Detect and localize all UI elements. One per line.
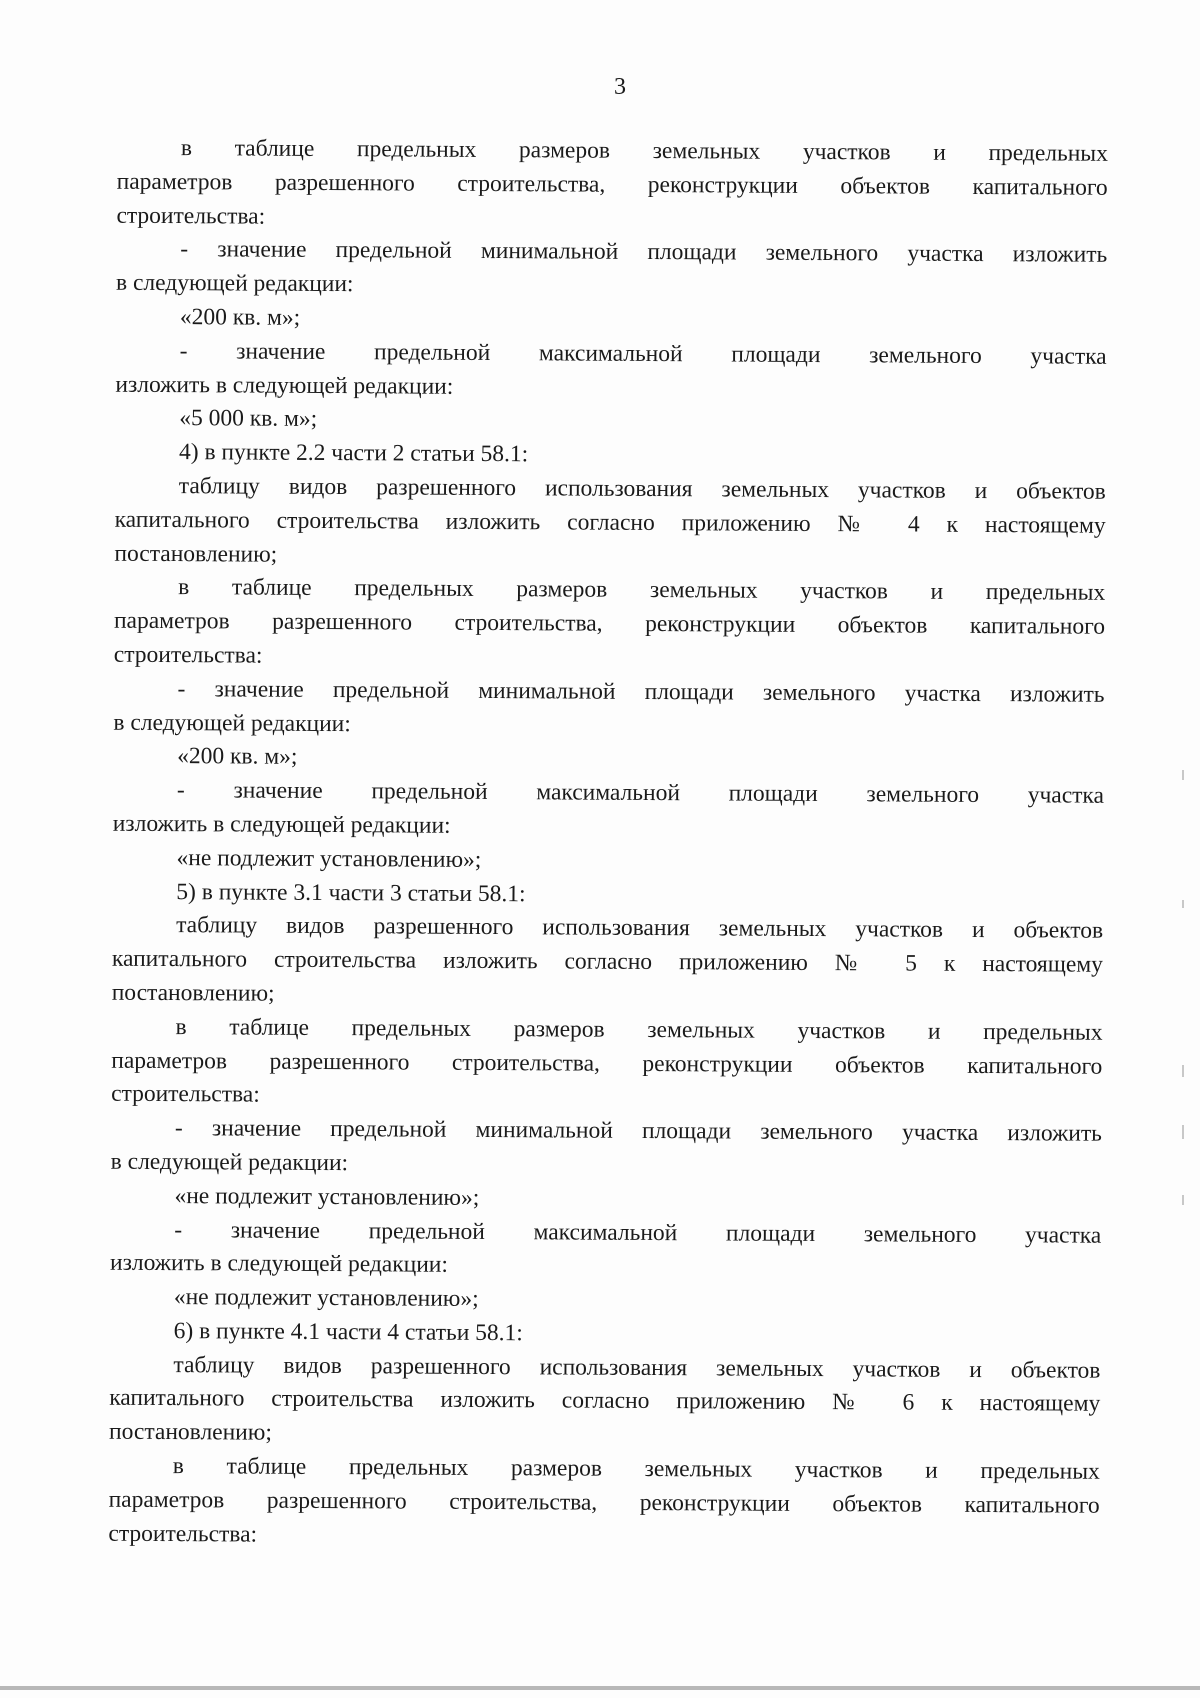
text-line: «не подлежит установлению»; — [174, 1182, 480, 1211]
text-line: капитального строительства изложить согласно приложению № 4 к настоящему — [114, 506, 1106, 539]
text-line: капитального строительства изложить согласно приложению № 5 к настоящему — [111, 945, 1104, 978]
text-line: 5) в пункте 3.1 части 3 статьи 58.1: — [176, 878, 526, 907]
text-line: - значение предельной минимальной площади земельного участка изложить — [174, 1115, 1102, 1147]
text-line: изложить в следующей редакции: — [110, 1249, 449, 1279]
text-line: в таблице предельных размеров земельных участков и предельных — [172, 1453, 1100, 1485]
text-line: постановлению; — [111, 979, 275, 1007]
text-line: изложить в следующей редакции: — [115, 371, 454, 400]
text-line: в следующей редакции: — [115, 269, 354, 298]
text-line: «5 000 кв. м»; — [179, 405, 318, 433]
text-line: «не подлежит установлению»; — [173, 1284, 479, 1313]
text-line: параметров разрешенного строительства, реконструкции объектов капитального — [113, 607, 1106, 640]
text-line: в следующей редакции: — [113, 709, 351, 737]
text-line: «не подлежит установлению»; — [176, 844, 482, 873]
text-line: строительства: — [108, 1520, 258, 1548]
text-line: - значение предельной максимальной площади земельного участка — [174, 1216, 1102, 1249]
text-line: «200 кв. м»; — [179, 304, 301, 331]
text-line: в таблице предельных размеров земельных участков и предельных — [178, 574, 1106, 607]
text-line: - значение предельной минимальной площади земельного участка изложить — [177, 675, 1105, 708]
text-line: - значение предельной максимальной площади земельного участка — [176, 777, 1105, 809]
text-line: таблицу видов разрешенного использования земельных участков и объектов — [173, 1351, 1101, 1384]
text-line: постановлению; — [108, 1418, 272, 1446]
scan-bottom-edge — [0, 1686, 1200, 1690]
scan-artifact — [1182, 900, 1184, 908]
scan-artifact — [1182, 1125, 1184, 1139]
document-body — [0, 131, 1200, 1558]
text-line: в таблице предельных размеров земельных участков и предельных — [180, 135, 1108, 167]
page-number: 3 — [614, 74, 626, 100]
text-line: - значение предельной максимальной площади земельного участка — [179, 337, 1107, 370]
text-line: капитального строительства изложить согласно приложению № 6 к настоящему — [109, 1385, 1101, 1418]
text-line: 6) в пункте 4.1 части 4 статьи 58.1: — [173, 1317, 523, 1347]
text-line: строительства: — [111, 1081, 260, 1108]
text-line: параметров разрешенного строительства, реконструкции объектов капитального — [111, 1047, 1103, 1080]
text-line: «200 кв. м»; — [177, 743, 298, 771]
text-line: в следующей редакции: — [110, 1148, 349, 1177]
scan-artifact — [1182, 770, 1184, 780]
text-line: - значение предельной минимальной площади земельного участка изложить — [180, 236, 1108, 269]
text-line: таблицу видов разрешенного использования земельных участков и объектов — [176, 912, 1104, 945]
text-line: в таблице предельных размеров земельных участков и предельных — [175, 1013, 1103, 1046]
text-line: 4) в пункте 2.2 части 2 статьи 58.1: — [178, 439, 529, 468]
text-line: изложить в следующей редакции: — [112, 810, 451, 839]
scan-artifact — [1182, 1195, 1184, 1205]
scan-artifact — [1182, 1065, 1184, 1077]
text-line: таблицу видов разрешенного использования земельных участков и объектов — [178, 473, 1106, 505]
text-line: строительства: — [116, 202, 266, 230]
text-line: строительства: — [113, 641, 263, 669]
text-line: параметров разрешенного строительства, реконструкции объектов капитального — [108, 1486, 1100, 1519]
text-line: параметров разрешенного строительства, реконструкции объектов капитального — [116, 168, 1108, 201]
text-line: постановлению; — [114, 540, 278, 568]
